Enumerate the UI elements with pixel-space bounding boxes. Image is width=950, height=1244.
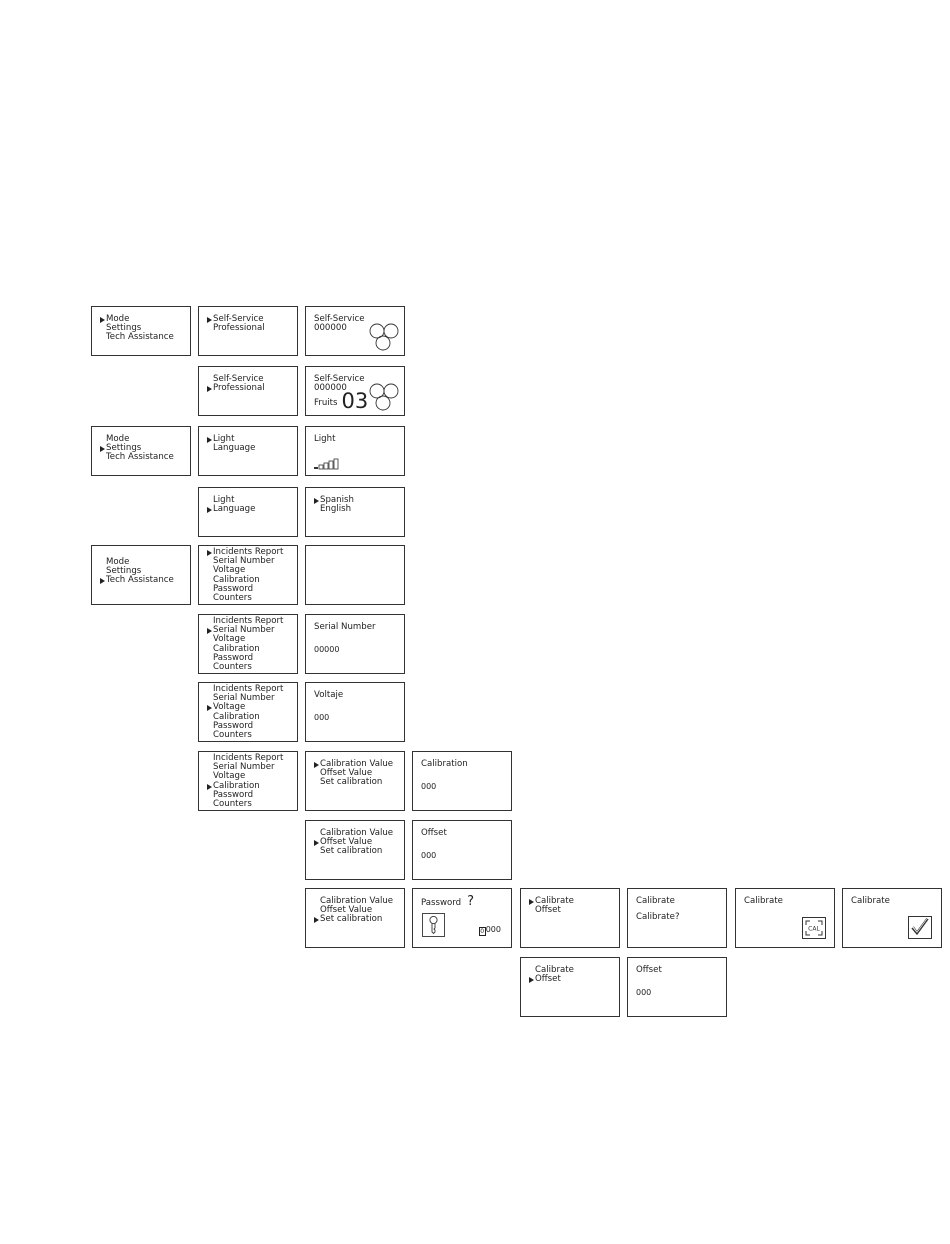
selection-arrow-icon bbox=[314, 840, 319, 846]
menu-item-label: Language bbox=[213, 443, 256, 454]
level-bar bbox=[314, 467, 318, 469]
menu-item[interactable] bbox=[205, 384, 291, 393]
screen-title: Light bbox=[314, 434, 336, 444]
selection-arrow-icon bbox=[100, 578, 105, 584]
menu-item-label: Spanish bbox=[320, 495, 354, 505]
menu-item-label: Counters bbox=[213, 730, 252, 741]
menu-item-label: Offset Value bbox=[320, 768, 373, 779]
menu-item[interactable] bbox=[205, 444, 291, 453]
tech-menu-incidents bbox=[198, 545, 298, 605]
menu-item-label: Set calibration bbox=[320, 914, 383, 925]
menu-item-label: Password bbox=[213, 720, 254, 731]
menu-item[interactable] bbox=[205, 731, 291, 740]
menu-item-label: Professional bbox=[213, 383, 265, 394]
menu-item-label: Tech Assistance bbox=[106, 452, 174, 463]
selection-arrow-icon bbox=[314, 917, 319, 923]
menu-item-label: Offset bbox=[535, 905, 561, 916]
menu-item-label: English bbox=[320, 504, 352, 515]
selection-arrow-icon bbox=[314, 762, 319, 768]
self-service-screen bbox=[305, 306, 405, 356]
screen-title: Self-Service bbox=[314, 374, 365, 384]
menu-item[interactable] bbox=[205, 800, 291, 809]
level-bar bbox=[329, 461, 333, 469]
menu-item-label: Counters bbox=[213, 799, 252, 810]
menu-item-label: Calibration Value bbox=[320, 828, 394, 838]
calibration-menu-offset bbox=[305, 820, 405, 880]
menu-item-label: Settings bbox=[106, 323, 142, 334]
offset-value: 000 bbox=[421, 851, 437, 861]
menu-item-label: Counters bbox=[213, 593, 252, 604]
menu-item-label: Light bbox=[213, 434, 235, 444]
menu-item-label: Offset bbox=[535, 974, 561, 985]
password-question: ? bbox=[467, 894, 475, 909]
menu-item-label: Self-Service bbox=[213, 314, 264, 324]
serial-value: 00000 bbox=[314, 645, 340, 655]
selection-arrow-icon bbox=[529, 899, 534, 905]
selection-arrow-icon bbox=[100, 317, 105, 323]
fruit-circles-icon bbox=[368, 382, 400, 412]
calibrate-done-screen bbox=[842, 888, 942, 948]
menu-item-label: Self-Service bbox=[213, 374, 264, 384]
password-value[interactable] bbox=[479, 925, 501, 936]
level-bar bbox=[319, 465, 323, 469]
screen-title: Offset bbox=[421, 828, 447, 838]
menu-item-label: Calibration bbox=[213, 574, 260, 585]
menu-item-label: Mode bbox=[106, 557, 130, 567]
screen-title: Calibrate bbox=[636, 896, 675, 906]
menu-item-label: Light bbox=[213, 495, 235, 505]
menu-item[interactable] bbox=[205, 663, 291, 672]
menu-item[interactable] bbox=[98, 576, 184, 585]
screen-title: Calibrate bbox=[744, 896, 783, 906]
calibration-icon bbox=[802, 917, 826, 939]
menu-item[interactable] bbox=[312, 505, 398, 514]
menu-item-label: Password bbox=[213, 789, 254, 800]
menu-item-label: Calibrate bbox=[535, 965, 574, 975]
set-menu-offset bbox=[520, 957, 620, 1017]
selection-arrow-icon bbox=[100, 446, 105, 452]
menu-item-label: Serial Number bbox=[213, 625, 275, 636]
selection-arrow-icon bbox=[207, 705, 212, 711]
menu-item-label: Serial Number bbox=[213, 556, 275, 567]
fruits-count bbox=[314, 391, 368, 412]
menu-item-label: Calibration bbox=[213, 711, 260, 722]
main-menu-settings bbox=[91, 426, 191, 476]
level-bar bbox=[324, 463, 328, 469]
screen-title: Self-Service bbox=[314, 314, 365, 324]
menu-item[interactable] bbox=[312, 847, 398, 856]
calibrate-progress-screen bbox=[735, 888, 835, 948]
calibration-value: 000 bbox=[421, 782, 437, 792]
counter-value: 000000 bbox=[314, 383, 347, 394]
menu-item-label: Calibration Value bbox=[320, 896, 394, 906]
menu-item-label: Password bbox=[213, 652, 254, 663]
selection-arrow-icon bbox=[207, 437, 212, 443]
screen-title: Calibrate bbox=[851, 896, 890, 906]
menu-item-label: Offset Value bbox=[320, 905, 373, 916]
check-icon bbox=[908, 916, 932, 939]
serial-number-screen bbox=[305, 614, 405, 674]
selection-arrow-icon bbox=[207, 784, 212, 790]
set-offset-screen bbox=[627, 957, 727, 1017]
level-bar bbox=[334, 459, 338, 469]
menu-item[interactable] bbox=[527, 906, 613, 915]
set-menu-calibrate bbox=[520, 888, 620, 948]
key-icon bbox=[422, 913, 445, 937]
offset-value: 000 bbox=[636, 988, 652, 998]
screen-title: Serial Number bbox=[314, 622, 376, 632]
menu-item-label: Settings bbox=[106, 443, 142, 454]
password-digits: 000 bbox=[485, 925, 501, 934]
mode-menu-professional bbox=[198, 366, 298, 416]
voltage-value: 000 bbox=[314, 713, 330, 723]
menu-item[interactable] bbox=[205, 324, 291, 333]
menu-item-label: Voltage bbox=[213, 565, 246, 576]
menu-item-label: Calibration bbox=[213, 780, 260, 791]
tech-menu-voltage bbox=[198, 682, 298, 742]
fruit-circles-icon bbox=[368, 322, 400, 352]
menu-item-label: Settings bbox=[106, 566, 142, 577]
menu-item-label: Mode bbox=[106, 314, 130, 324]
menu-item-label: Counters bbox=[213, 662, 252, 673]
menu-item[interactable] bbox=[527, 975, 613, 984]
menu-item[interactable] bbox=[312, 915, 398, 924]
menu-item-label: Serial Number bbox=[213, 693, 275, 704]
menu-item-label: Password bbox=[213, 583, 254, 594]
menu-item-label: Incidents Report bbox=[213, 616, 284, 626]
calibrate-confirm-screen bbox=[627, 888, 727, 948]
menu-item-label: Voltage bbox=[213, 634, 246, 645]
counter-value: 000000 bbox=[314, 323, 347, 334]
language-menu bbox=[305, 487, 405, 537]
password-title bbox=[419, 894, 505, 909]
screen-title: Calibration bbox=[421, 759, 468, 769]
brightness-level-icon bbox=[314, 458, 342, 470]
menu-item-label: Serial Number bbox=[213, 762, 275, 773]
tech-menu-calibration bbox=[198, 751, 298, 811]
menu-item-label: Calibrate bbox=[535, 896, 574, 906]
fruits-label: Fruits bbox=[314, 398, 338, 408]
selection-arrow-icon bbox=[314, 498, 319, 504]
calibration-icon-label: CAL bbox=[808, 925, 820, 933]
menu-item-label: Calibration Value bbox=[320, 759, 394, 769]
voltage-screen bbox=[305, 682, 405, 742]
calibration-menu-set bbox=[305, 888, 405, 948]
screen-title: Offset bbox=[636, 965, 662, 975]
mode-menu-self-service bbox=[198, 306, 298, 356]
professional-screen bbox=[305, 366, 405, 416]
password-label: Password bbox=[421, 898, 462, 908]
main-menu-tech bbox=[91, 545, 191, 605]
selection-arrow-icon bbox=[207, 386, 212, 392]
calibrate-question: Calibrate? bbox=[636, 912, 680, 923]
offset-value-screen bbox=[412, 820, 512, 880]
password-cursor[interactable]: 0 bbox=[480, 928, 485, 935]
menu-item-label: Voltage bbox=[213, 771, 246, 782]
calibration-value-screen bbox=[412, 751, 512, 811]
menu-item-label: Set calibration bbox=[320, 777, 383, 788]
tech-menu-serial bbox=[198, 614, 298, 674]
main-menu-mode bbox=[91, 306, 191, 356]
calibration-menu-value bbox=[305, 751, 405, 811]
menu-item[interactable] bbox=[98, 453, 184, 462]
settings-menu-language bbox=[198, 487, 298, 537]
menu-item-label: Set calibration bbox=[320, 846, 383, 857]
menu-item[interactable] bbox=[205, 505, 291, 514]
incidents-report-screen bbox=[305, 545, 405, 605]
selection-arrow-icon bbox=[207, 507, 212, 513]
menu-item-label: Calibration bbox=[213, 643, 260, 654]
fruits-value: 03 bbox=[341, 389, 369, 413]
menu-item-label: Tech Assistance bbox=[106, 575, 174, 586]
selection-arrow-icon bbox=[207, 550, 212, 556]
menu-item[interactable] bbox=[205, 594, 291, 603]
menu-item-label: Voltage bbox=[213, 702, 246, 713]
menu-item[interactable] bbox=[98, 333, 184, 342]
screen-title: Voltaje bbox=[314, 690, 344, 700]
selection-arrow-icon bbox=[207, 317, 212, 323]
selection-arrow-icon bbox=[207, 628, 212, 634]
menu-item-label: Language bbox=[213, 504, 256, 515]
light-screen bbox=[305, 426, 405, 476]
settings-menu-light bbox=[198, 426, 298, 476]
menu-item[interactable] bbox=[312, 778, 398, 787]
menu-item-label: Incidents Report bbox=[213, 753, 284, 763]
menu-item-label: Mode bbox=[106, 434, 130, 444]
menu-item-label: Offset Value bbox=[320, 837, 373, 848]
selection-arrow-icon bbox=[529, 977, 534, 983]
menu-item-label: Incidents Report bbox=[213, 547, 284, 557]
menu-item-label: Incidents Report bbox=[213, 684, 284, 694]
password-screen bbox=[412, 888, 512, 948]
menu-item-label: Tech Assistance bbox=[106, 332, 174, 343]
menu-item-label: Professional bbox=[213, 323, 265, 334]
